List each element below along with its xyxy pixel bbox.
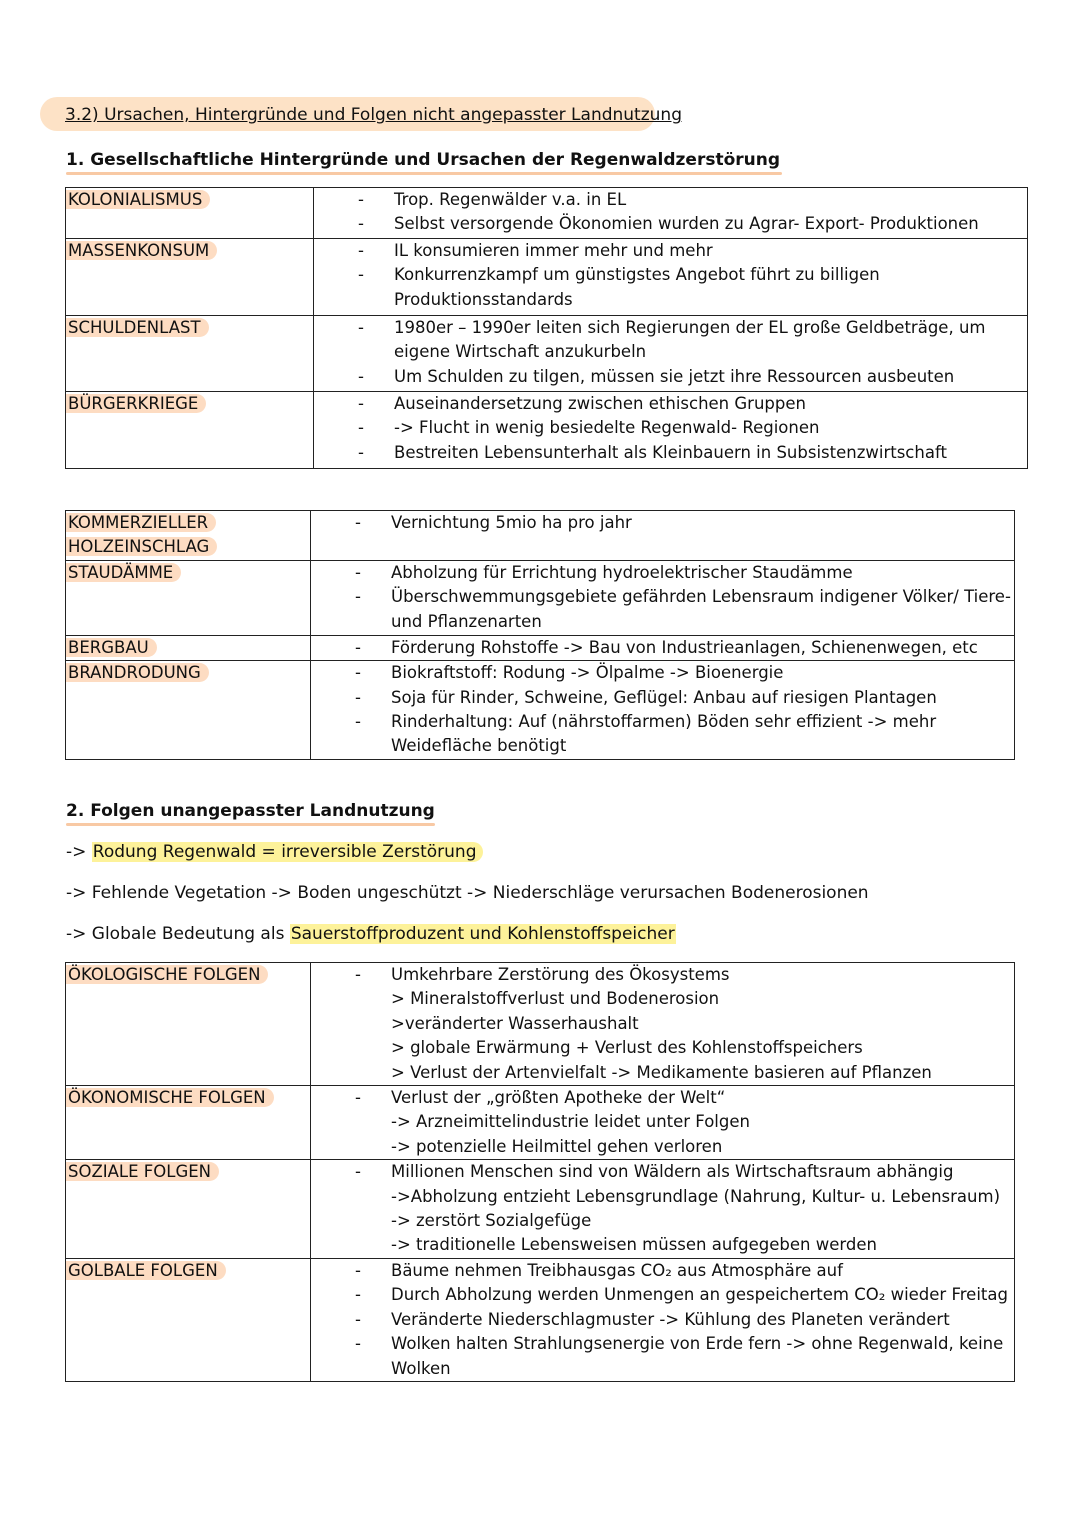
bullet-text: Durch Abholzung werden Unmengen an gespeichertem CO₂ wieder Freitag xyxy=(391,1285,1008,1305)
bullet-item xyxy=(311,511,1014,535)
row-label-cell xyxy=(66,1258,311,1381)
row-content-cell xyxy=(314,316,1028,392)
row-content-cell xyxy=(311,1160,1015,1259)
row-content-cell xyxy=(314,392,1028,469)
bullet-item xyxy=(314,365,1027,389)
bullet-dash: - xyxy=(358,214,364,234)
bullet-dash: - xyxy=(355,587,361,607)
page-title-highlight xyxy=(40,97,682,131)
row-content-cell xyxy=(311,1086,1015,1160)
row-label-cell xyxy=(66,316,314,392)
section-1-heading-text: 1. Gesellschaftliche Hintergründe und Ursachen der Regenwaldzerstörung xyxy=(66,150,781,170)
bullet-dash: - xyxy=(358,418,364,438)
bullet-text: Vernichtung 5mio ha pro jahr xyxy=(391,513,632,532)
bullet-text: -> Flucht in wenig besiedelte Regenwald- Regionen xyxy=(394,418,820,438)
bullet-item xyxy=(311,1012,1014,1036)
bullet-text: Umkehrbare Zerstörung des Ökosystems xyxy=(391,965,730,984)
row-content-cell xyxy=(311,635,1015,660)
bullet-dash: - xyxy=(355,1260,361,1280)
consequence-line-2 xyxy=(66,883,869,903)
row-content-cell xyxy=(311,511,1015,561)
row-label: BERGBAU xyxy=(66,638,157,657)
row-label: GOLBALE FOLGEN xyxy=(66,1261,226,1280)
bullet-item xyxy=(314,212,1027,236)
bullet-text: Um Schulden zu tilgen, müssen sie jetzt ihre Ressourcen ausbeuten xyxy=(394,366,955,386)
bullet-dash: - xyxy=(355,1088,361,1108)
bullet-item xyxy=(311,1185,1014,1209)
row-content-cell xyxy=(314,239,1028,316)
bullet-text: Bestreiten Lebensunterhalt als Kleinbauern in Subsistenzwirtschaft xyxy=(394,442,947,462)
bullet-dash xyxy=(311,1135,391,1159)
bullet-text: Trop. Regenwälder v.a. in EL xyxy=(394,190,627,209)
bullet-text: Biokraftstoff: Rodung -> Ölpalme -> Bioenergie xyxy=(391,663,784,683)
row-content-cell xyxy=(311,963,1015,1086)
bullet-item xyxy=(311,963,1014,987)
bullet-item xyxy=(311,561,1014,585)
bullet-item xyxy=(311,636,1014,660)
row-label: ÖKOLOGISCHE FOLGEN xyxy=(66,965,268,984)
bullet-text: Wolken halten Strahlungsenergie von Erde fern -> ohne Regenwald, keine Wolken xyxy=(391,1334,1004,1378)
table-row xyxy=(66,392,1028,469)
row-label: BÜRGERKRIEGE xyxy=(66,394,206,413)
table-row xyxy=(66,1086,1015,1160)
bullet-dash: - xyxy=(358,394,364,413)
consequence-line-3 xyxy=(66,924,676,944)
bullet-item xyxy=(311,987,1014,1011)
bullet-dash xyxy=(311,1036,391,1060)
bullet-dash: - xyxy=(355,965,361,984)
bullet-item xyxy=(311,1110,1014,1134)
bullet-dash: - xyxy=(358,190,364,209)
table-row xyxy=(66,661,1015,760)
bullet-item xyxy=(314,416,1027,440)
row-label: KOLONIALISMUS xyxy=(66,190,210,209)
bullet-item xyxy=(311,1061,1014,1085)
bullet-item xyxy=(311,686,1014,710)
bullet-item xyxy=(311,1086,1014,1110)
bullet-text: > Mineralstoffverlust und Bodenerosion xyxy=(391,989,720,1009)
bullet-dash xyxy=(311,1209,391,1233)
row-content-cell xyxy=(311,560,1015,635)
row-label: SCHULDENLAST xyxy=(66,318,209,337)
table-row xyxy=(66,1258,1015,1381)
bullet-dash: - xyxy=(355,1309,361,1329)
line-3-prefix: -> Globale Bedeutung als xyxy=(66,924,290,944)
bullet-item xyxy=(311,1283,1014,1307)
bullet-item xyxy=(314,392,1027,416)
bullet-text: Soja für Rinder, Schweine, Geflügel: Anbau auf riesigen Plantagen xyxy=(391,687,937,707)
row-content-cell xyxy=(311,1258,1015,1381)
bullet-dash: - xyxy=(358,442,364,462)
bullet-dash xyxy=(311,1233,391,1257)
row-label-cell xyxy=(66,635,311,660)
bullet-dash xyxy=(311,1061,391,1085)
bullet-text: IL konsumieren immer mehr und mehr xyxy=(394,241,713,260)
causes-table-1 xyxy=(65,187,1028,469)
bullet-text: -> zerstört Sozialgefüge xyxy=(391,1211,592,1231)
bullet-item xyxy=(311,1233,1014,1257)
row-label-cell xyxy=(66,661,311,760)
bullet-item xyxy=(311,1135,1014,1159)
bullet-dash: - xyxy=(358,366,364,386)
row-label-cell xyxy=(66,392,314,469)
consequences-table xyxy=(65,962,1015,1382)
table-row xyxy=(66,635,1015,660)
bullet-text: -> traditionelle Lebensweisen müssen aufgegeben werden xyxy=(391,1235,877,1255)
row-label-cell xyxy=(66,239,314,316)
row-label-cell xyxy=(66,188,314,239)
bullet-text: Millionen Menschen sind von Wäldern als Wirtschaftsraum abhängig xyxy=(391,1162,954,1182)
row-label-cell xyxy=(66,511,311,561)
bullet-item xyxy=(314,188,1027,212)
row-label: HOLZEINSCHLAG xyxy=(66,537,217,556)
section-2-heading-text: 2. Folgen unangepasster Landnutzung xyxy=(66,801,435,821)
bullet-text: Bäume nehmen Treibhausgas CO₂ aus Atmosphäre auf xyxy=(391,1260,843,1280)
bullet-dash xyxy=(311,1110,391,1134)
bullet-item xyxy=(311,1036,1014,1060)
bullet-text: Überschwemmungsgebiete gefährden Lebensraum indigener Völker/ Tiere- und Pflanzenarten xyxy=(391,587,1011,631)
bullet-text: > Verlust der Artenvielfalt -> Medikamente basieren auf Pflanzen xyxy=(391,1062,932,1082)
bullet-dash: - xyxy=(355,663,361,683)
bullet-item xyxy=(311,1160,1014,1184)
row-label: ÖKONOMISCHE FOLGEN xyxy=(66,1088,274,1107)
bullet-dash: - xyxy=(355,1334,361,1354)
bullet-item xyxy=(314,239,1027,263)
bullet-dash xyxy=(311,1012,391,1036)
bullet-item xyxy=(311,710,1014,759)
bullet-dash: - xyxy=(358,318,364,337)
bullet-item xyxy=(314,441,1027,465)
row-label-cell xyxy=(66,1086,311,1160)
row-label: SOZIALE FOLGEN xyxy=(66,1162,219,1181)
table-row xyxy=(66,188,1028,239)
table-row xyxy=(66,239,1028,316)
line-1-prefix: -> xyxy=(66,842,92,862)
bullet-dash: - xyxy=(355,1162,361,1182)
bullet-text: Förderung Rohstoffe -> Bau von Industrieanlagen, Schienenwegen, etc xyxy=(391,637,978,657)
table-row xyxy=(66,963,1015,1086)
row-label: BRANDRODUNG xyxy=(66,663,209,682)
bullet-item xyxy=(314,263,1027,312)
bullet-item xyxy=(311,1308,1014,1332)
bullet-dash: - xyxy=(355,712,361,732)
causes-table-2 xyxy=(65,510,1015,760)
line-3-highlight: Sauerstoffproduzent und Kohlenstoffspeicher xyxy=(290,924,675,944)
consequence-line-1 xyxy=(66,842,483,862)
bullet-dash: - xyxy=(355,562,361,582)
bullet-dash: - xyxy=(355,637,361,657)
section-1-heading xyxy=(66,150,780,170)
row-content-cell xyxy=(311,661,1015,760)
table-row xyxy=(66,560,1015,635)
bullet-text: Konkurrenzkampf um günstigstes Angebot führt zu billigen Produktionsstandards xyxy=(394,265,880,309)
row-label-cell xyxy=(66,963,311,1086)
bullet-text: Veränderte Niederschlagmuster -> Kühlung des Planeten verändert xyxy=(391,1309,950,1329)
bullet-text: ->Abholzung entzieht Lebensgrundlage (Nahrung, Kultur- u. Lebensraum) xyxy=(391,1186,1001,1206)
bullet-text: > globale Erwärmung + Verlust des Kohlenstoffspeichers xyxy=(391,1038,863,1058)
bullet-item xyxy=(311,661,1014,685)
bullet-dash: - xyxy=(355,513,361,532)
row-label-cell xyxy=(66,1160,311,1259)
bullet-dash xyxy=(311,1185,391,1209)
table-row xyxy=(66,511,1015,561)
page-title: 3.2) Ursachen, Hintergründe und Folgen nicht angepasster Landnutzung xyxy=(65,105,682,125)
bullet-item xyxy=(311,1259,1014,1283)
bullet-text: Verlust der „größten Apotheke der Welt“ xyxy=(391,1088,726,1108)
bullet-dash: - xyxy=(358,241,364,260)
bullet-dash: - xyxy=(358,265,364,285)
row-label: STAUDÄMME xyxy=(66,563,181,582)
row-label: MASSENKONSUM xyxy=(66,241,217,260)
bullet-text: -> Arzneimittelindustrie leidet unter Folgen xyxy=(391,1112,750,1132)
bullet-item xyxy=(314,316,1027,365)
row-label: KOMMERZIELLER xyxy=(66,513,216,532)
bullet-item xyxy=(311,1332,1014,1381)
table-row xyxy=(66,1160,1015,1259)
bullet-dash xyxy=(311,987,391,1011)
row-label-cell xyxy=(66,560,311,635)
line-2-text: -> Fehlende Vegetation -> Boden ungeschützt -> Niederschläge verursachen Bodenerosionen xyxy=(66,883,869,903)
bullet-text: >veränderter Wasserhaushalt xyxy=(391,1013,639,1033)
bullet-text: Abholzung für Errichtung hydroelektrischer Staudämme xyxy=(391,562,853,582)
table-row xyxy=(66,316,1028,392)
bullet-dash: - xyxy=(355,687,361,707)
row-content-cell xyxy=(314,188,1028,239)
bullet-text: Auseinandersetzung zwischen ethischen Gruppen xyxy=(394,394,806,413)
bullet-dash: - xyxy=(355,1285,361,1305)
bullet-text: Rinderhaltung: Auf (nährstoffarmen) Böden sehr effizient -> mehr Weidefläche benötigt xyxy=(391,712,937,756)
section-2-heading xyxy=(66,801,435,821)
bullet-item xyxy=(311,585,1014,634)
bullet-text: -> potenzielle Heilmittel gehen verloren xyxy=(391,1136,723,1156)
bullet-text: 1980er – 1990er leiten sich Regierungen der EL große Geldbeträge, um eigene Wirtschaft anzukurbeln xyxy=(394,318,986,362)
bullet-text: Selbst versorgende Ökonomien wurden zu Agrar- Export- Produktionen xyxy=(394,214,979,234)
bullet-item xyxy=(311,1209,1014,1233)
line-1-highlight: Rodung Regenwald = irreversible Zerstörung xyxy=(92,842,483,862)
